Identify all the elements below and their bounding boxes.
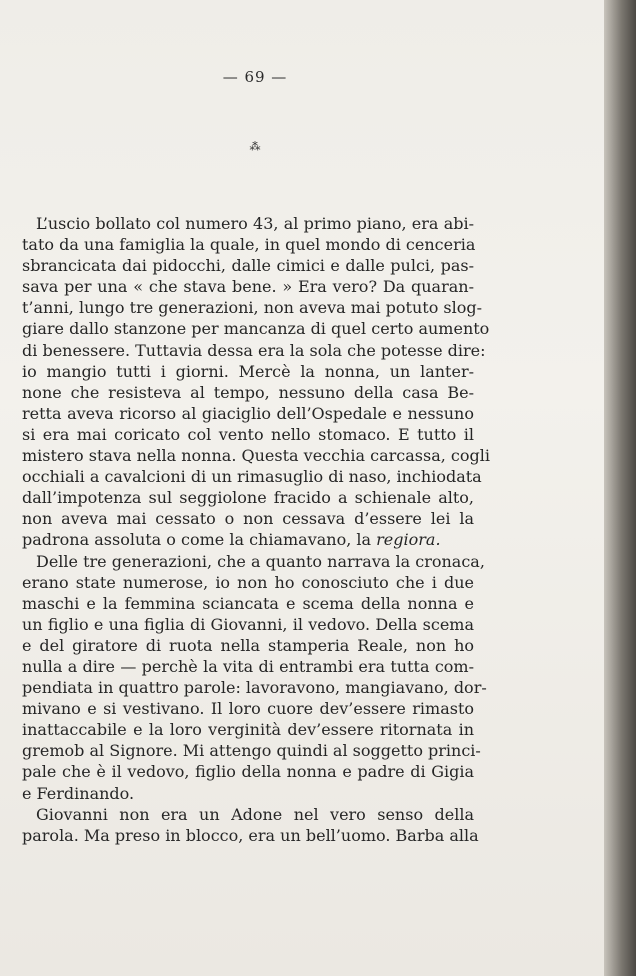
text-line	[22, 593, 474, 614]
body-text	[22, 213, 490, 846]
text-line	[22, 825, 479, 846]
text-line-content: si era mai coricato col vento nello stomaco. E tutto il	[22, 424, 474, 444]
text-line-content: tato da una famiglia la quale, in quel mondo di cenceria	[22, 235, 476, 255]
text-line	[22, 255, 474, 276]
text-line-content: io mangio tutti i giorni. Mercè la nonna, un lanter-	[22, 361, 474, 381]
text-line	[22, 403, 474, 424]
text-line	[22, 340, 486, 361]
text-line-content: un figlio e una figlia di Giovanni, il vedovo. Della scema	[22, 614, 474, 634]
text-line-content: nulla a dire — perchè la vita di entrambi era tutta com-	[22, 656, 474, 676]
section-break-asterism: ⁂	[249, 140, 261, 153]
text-line-content: maschi e la femmina sciancata e scema della nonna e	[22, 593, 474, 613]
text-line-content: e del giratore di ruota nella stamperia Reale, non ho	[22, 635, 474, 655]
text-line-content: non aveva mai cessato o non cessava d’essere lei la	[22, 509, 474, 529]
text-line	[22, 508, 474, 529]
text-line	[22, 614, 474, 635]
italic-word: regiora.	[376, 530, 441, 550]
text-line	[22, 635, 474, 656]
text-line-content: sava per una « che stava bene. » Era vero? Da quaran-	[22, 277, 474, 297]
text-line-content: e Ferdinando.	[22, 783, 135, 803]
text-line	[22, 804, 474, 825]
text-line	[22, 361, 474, 382]
text-line-content: erano state numerose, io non ho conosciuto che i due	[22, 572, 474, 592]
text-line	[22, 551, 485, 572]
text-line	[22, 466, 482, 487]
text-line-content: parola. Ma preso in blocco, era un bell’uomo. Barba alla	[22, 825, 479, 845]
text-line-content: padrona assoluta o come la chiamavano, la	[22, 530, 377, 550]
text-line	[22, 424, 474, 445]
text-line	[22, 382, 474, 403]
text-line-content: Giovanni non era un Adone nel vero senso della	[36, 804, 474, 824]
text-line	[22, 783, 474, 804]
text-line	[22, 529, 474, 550]
text-line	[22, 719, 474, 740]
text-line-content: pale che è il vedovo, figlio della nonna e padre di Gigia	[22, 762, 474, 782]
text-line	[22, 761, 474, 782]
text-line	[22, 698, 474, 719]
text-line	[22, 445, 490, 466]
text-line-content: gremob al Signore. Mi attengo quindi al soggetto princi-	[22, 741, 481, 761]
text-line	[22, 297, 483, 318]
text-line	[22, 677, 487, 698]
text-line	[22, 740, 481, 761]
text-line-content: occhiali a cavalcioni di un rimasuglio di naso, inchiodata	[22, 467, 482, 487]
text-line	[22, 234, 474, 255]
text-line-content: pendiata in quattro parole: lavoravono, mangiavano, dor-	[22, 678, 487, 698]
text-line	[22, 656, 474, 677]
page-number: — 69 —	[222, 68, 288, 86]
text-line-content: Delle tre generazioni, che a quanto narrava la cronaca,	[36, 551, 485, 571]
text-line-content: giare dallo stanzone per mancanza di quel certo aumento	[22, 319, 490, 339]
text-line-content: mistero stava nella nonna. Questa vecchia carcassa, cogli	[22, 446, 490, 466]
text-line-content: dall’impotenza sul seggiolone fracido a schienale alto,	[22, 488, 474, 508]
text-line-content: t’anni, lungo tre generazioni, non aveva mai potuto slog-	[22, 298, 483, 318]
text-line	[22, 276, 474, 297]
text-line	[22, 213, 474, 234]
text-line	[22, 318, 490, 339]
text-line-content: retta aveva ricorso al giaciglio dell’Ospedale e nessuno	[22, 403, 474, 423]
text-line-content: inattaccabile e la loro verginità dev’essere ritornata in	[22, 720, 474, 740]
text-line-content: L’uscio bollato col numero 43, al primo piano, era abi-	[36, 214, 474, 233]
text-line-content: none che resisteva al tempo, nessuno della casa Be-	[22, 382, 474, 402]
text-line	[22, 572, 474, 593]
text-line-content: di benessere. Tuttavia dessa era la sola che potesse dire:	[22, 340, 486, 360]
book-spine-shadow	[604, 0, 636, 976]
text-line	[22, 487, 474, 508]
text-line-content: mivano e si vestivano. Il loro cuore dev’essere rimasto	[22, 699, 474, 719]
text-line-content: sbrancicata dai pidocchi, dalle cimici e dalle pulci, pas-	[22, 256, 474, 276]
